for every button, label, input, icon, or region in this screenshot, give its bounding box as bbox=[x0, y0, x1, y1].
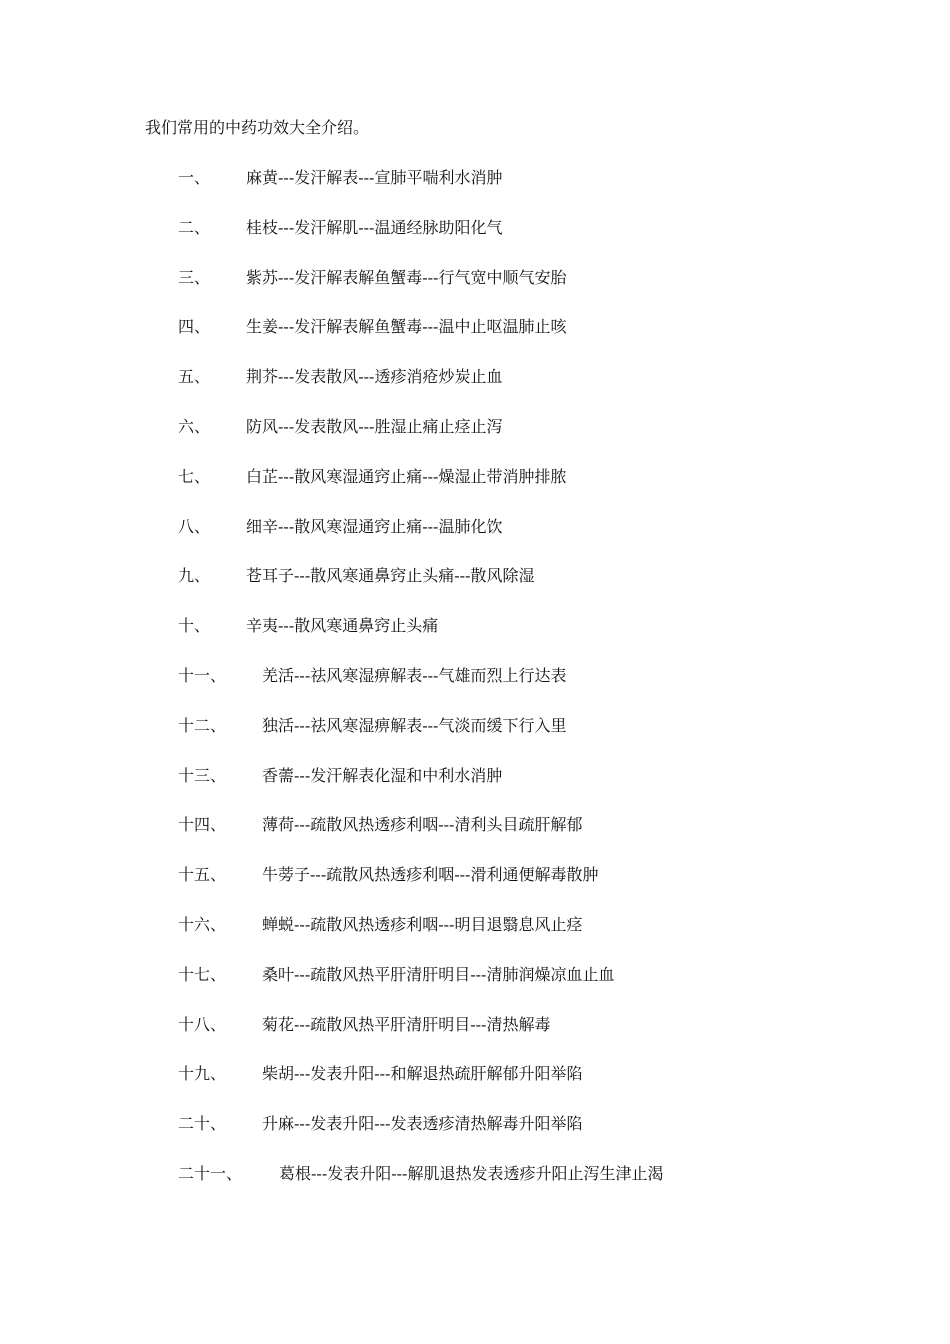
item-text: 葛根---发表升阳---解肌退热发表透疹升阳止泻生津止渴 bbox=[279, 1163, 664, 1183]
item-number: 二十、 bbox=[178, 1114, 227, 1134]
item-text: 辛夷---散风寒通鼻窍止头痛 bbox=[246, 616, 439, 636]
item-number: 十三、 bbox=[178, 765, 227, 785]
item-text: 生姜---发汗解表解鱼蟹毒---温中止呕温肺止咳 bbox=[246, 317, 567, 337]
item-number: 九、 bbox=[178, 566, 211, 586]
item-text: 桂枝---发汗解肌---温通经脉助阳化气 bbox=[246, 217, 503, 237]
item-number: 五、 bbox=[178, 367, 211, 387]
item-text: 紫苏---发汗解表解鱼蟹毒---行气宽中顺气安胎 bbox=[246, 267, 567, 287]
item-text: 荆芥---发表散风---透疹消疮炒炭止血 bbox=[246, 367, 503, 387]
item-number: 十六、 bbox=[178, 914, 227, 934]
intro-text: 我们常用的中药功效大全介绍。 bbox=[145, 118, 370, 137]
item-number: 十五、 bbox=[178, 865, 227, 885]
item-number: 二十一、 bbox=[178, 1163, 243, 1183]
item-text: 升麻---发表升阳---发表透疹清热解毒升阳举陷 bbox=[262, 1114, 583, 1134]
item-text: 蝉蜕---疏散风热透疹利咽---明目退翳息风止痉 bbox=[262, 914, 583, 934]
item-number: 十二、 bbox=[178, 715, 227, 735]
item-number: 十一、 bbox=[178, 665, 227, 685]
item-text: 独活---祛风寒湿痹解表---气淡而缓下行入里 bbox=[262, 715, 567, 735]
item-number: 十、 bbox=[178, 616, 211, 636]
item-text: 羌活---祛风寒湿痹解表---气雄而烈上行达表 bbox=[262, 665, 567, 685]
item-number: 一、 bbox=[178, 168, 211, 187]
item-number: 八、 bbox=[178, 516, 211, 536]
item-text: 柴胡---发表升阳---和解退热疏肝解郁升阳举陷 bbox=[262, 1064, 583, 1084]
item-number: 三、 bbox=[178, 267, 211, 287]
item-text: 防风---发表散风---胜湿止痛止痉止泻 bbox=[246, 416, 503, 436]
item-number: 十七、 bbox=[178, 964, 227, 984]
item-text: 香薷---发汗解表化湿和中利水消肿 bbox=[262, 765, 503, 785]
item-text: 牛蒡子---疏散风热透疹利咽---滑利通便解毒散肿 bbox=[262, 865, 599, 885]
item-number: 二、 bbox=[178, 217, 211, 237]
item-number: 六、 bbox=[178, 416, 211, 436]
item-number: 四、 bbox=[178, 317, 211, 337]
item-number: 十九、 bbox=[178, 1064, 227, 1084]
item-number: 十四、 bbox=[178, 815, 227, 835]
item-text: 麻黄---发汗解表---宣肺平喘利水消肿 bbox=[246, 168, 503, 187]
item-text: 细辛---散风寒湿通窍止痛---温肺化饮 bbox=[246, 516, 503, 536]
item-text: 菊花---疏散风热平肝清肝明目---清热解毒 bbox=[262, 1014, 551, 1034]
item-text: 苍耳子---散风寒通鼻窍止头痛---散风除湿 bbox=[246, 566, 535, 586]
item-number: 十八、 bbox=[178, 1014, 227, 1034]
item-text: 薄荷---疏散风热透疹利咽---清利头目疏肝解郁 bbox=[262, 815, 583, 835]
item-text: 桑叶---疏散风热平肝清肝明目---清肺润燥凉血止血 bbox=[262, 964, 615, 984]
item-text: 白芷---散风寒湿通窍止痛---燥湿止带消肿排脓 bbox=[246, 466, 567, 486]
item-number: 七、 bbox=[178, 466, 211, 486]
